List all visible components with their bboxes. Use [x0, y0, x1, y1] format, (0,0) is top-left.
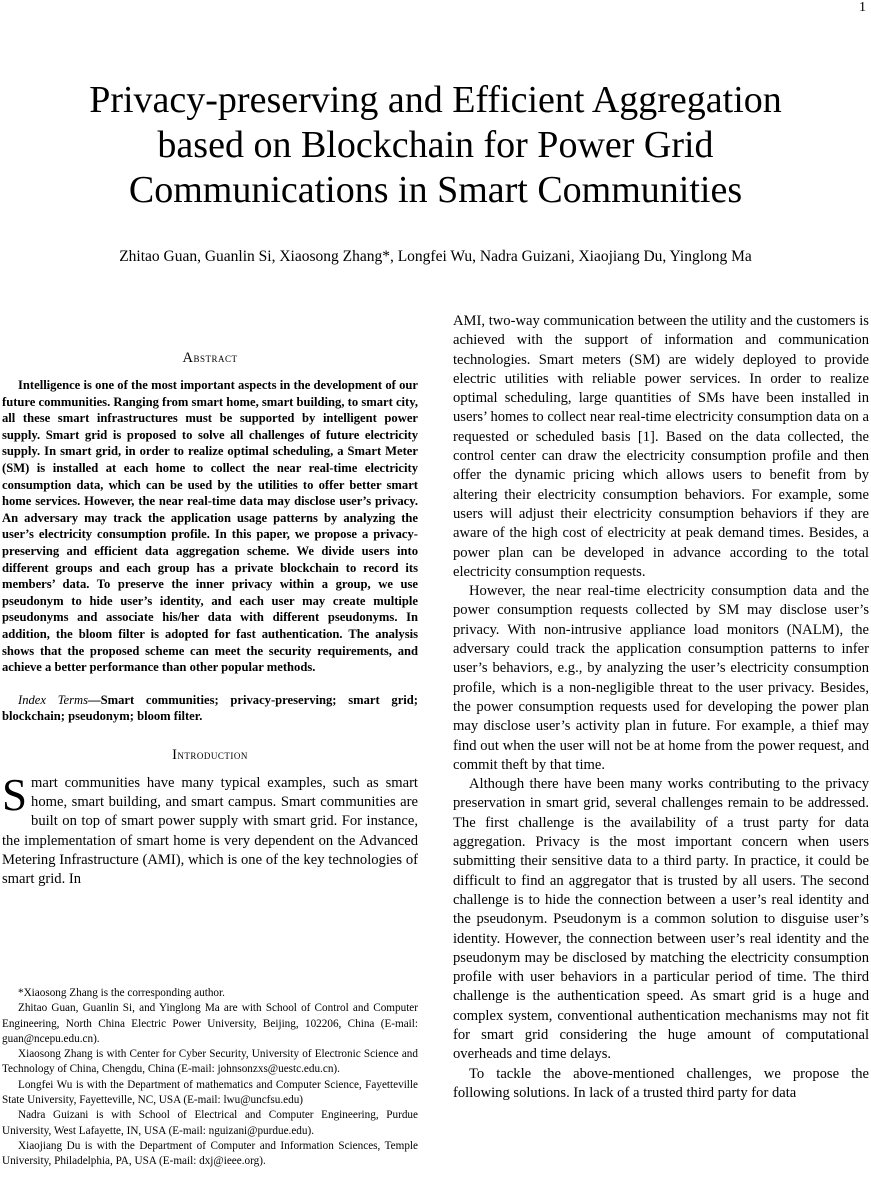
right-column: [453, 312, 869, 1103]
footnote: Nadra Guizani is with School of Electrical and Computer Engineering, Purdue University, West Lafayette, IN, USA (E-mail: nguizani@purdue.edu).: [2, 1109, 418, 1137]
footnote: Longfei Wu is with the Department of mathematics and Computer Science, Fayetteville State University, Fayetteville, NC, USA (E-mail: lwu@uncfsu.edu): [2, 1078, 418, 1107]
left-column: [2, 350, 418, 890]
introduction-heading: [2, 747, 418, 764]
title-line: Privacy-preserving and Efficient Aggregation: [89, 79, 782, 121]
body-paragraph: To tackle the above-mentioned challenges, we propose the following solutions. In lack of a trusted third party for data: [453, 1065, 869, 1101]
intro-paragraph-text: mart communities have many typical examples, such as smart home, smart building, and smart campus. Smart communities are built on top of smart power supply with smart grid. For instance, the implementation of smart home is very dependent on the Advanced Metering Infrastructure (AMI), which is one of the key technologies of smart grid. In: [2, 774, 418, 888]
abstract-heading: [2, 350, 418, 367]
title-line: Communications in Smart Communities: [128, 169, 743, 211]
index-terms-text: —Smart communities; privacy-preserving; smart grid; blockchain; pseudonym; bloom filter.: [2, 692, 418, 724]
footnote: Xiaosong Zhang is with Center for Cyber Security, University of Electronic Science and Technology of China, Chengdu, China (E-mail: johnsonzxs@uestc.edu.cn).: [2, 1048, 418, 1076]
abstract-text: Intelligence is one of the most important aspects in the development of our future communities. Ranging from smart home, smart building, to smart city, all these smart infrastructures must be supported by intelligent power supply. Smart grid is proposed to solve all challenges of future electricity supply. In smart grid, in order to realize optimal scheduling, a Smart Meter (SM) is installed at each home to collect the near real-time electricity consumption data, which can be used by the utilities to offer better smart home services. However, the near real-time data may disclose user’s privacy. An adversary may track the application usage patterns by analyzing the user’s electricity consumption profile. In this paper, we propose a privacy-preserving and efficient data aggregation scheme. We divide users into different groups and each group has a private blockchain to record its members’ data. To preserve the inner privacy within a group, we use pseudonym to hide user’s identity, and each user may create multiple pseudonyms and associate his/her data with different pseudonyms. In addition, the bloom filter is adopted for fast authentication. The analysis shows that the proposed scheme can meet the security requirements, and achieve a better performance than other popular methods.: [2, 378, 418, 675]
abstract-heading-rest: bstract: [193, 350, 238, 365]
page-number: 1: [859, 0, 866, 15]
footnote: Zhitao Guan, Guanlin Si, and Yinglong Ma are with School of Control and Computer Engineering, North China Electric Power University, Beijing, 102206, China (E-mail: guan@ncepu.edu.cn).: [2, 1002, 418, 1045]
paper-title: [0, 78, 871, 213]
introduction-heading-rest: ntroduction: [177, 746, 248, 762]
footnotes: [2, 986, 418, 1170]
author-list: Zhitao Guan, Guanlin Si, Xiaosong Zhang*, Longfei Wu, Nadra Guizani, Xiaojiang Du, Yinglong Ma: [119, 248, 752, 265]
index-terms: [2, 692, 418, 725]
body-paragraph: Although there have been many works contributing to the privacy preservation in smart grid, several challenges remain to be addressed. The first challenge is the availability of a trust party for data aggregation. Privacy is the most important concern when users submitting their sensitive data to a third party. In practice, it could be difficult to find an aggregator that is trusted by all users. The second challenge is to hide the connection between a user’s real identity and the pseudonym. Pseudonym is a common solution to disguise user’s identity. However, the connection between user’s real identity and the pseudonym may be disclosed by matching the electricity consumption profile with user behaviors in a particular period of time. The third challenge is the authentication speed. As smart grid is a huge and complex system, conventional authentication mechanisms may not fit for smart grid considering the huge amount of computational overheads and time delays.: [453, 776, 869, 1063]
footnote: Xiaojiang Du is with the Department of Computer and Information Sciences, Temple University, Philadelphia, PA, USA (E-mail: dxj@ieee.org).: [2, 1139, 418, 1168]
body-paragraph: AMI, two-way communication between the utility and the customers is achieved with the support of information and communication technologies. Smart meters (SM) are widely deployed to provide electric utilities with reliable power services. In order to realize optimal scheduling, large quantities of SMs have been installed in users’ homes to collect near real-time electricity consumption data on a requested or scheduled basis [1]. Based on the data collected, the control center can draw the electricity consumption profile and then offer the dynamic pricing which allows users to benefit from by altering their electricity consumption behaviors. For example, some users will adjust their electricity consumption behaviors if they are aware of the high cost of electricity at peak demand times. Besides, a power plan can be developed in advance according to the total electricity consumption requests.: [453, 313, 869, 580]
index-terms-lead: Index Terms: [18, 692, 89, 707]
introduction-heading-cap: I: [172, 746, 178, 763]
drop-cap: S: [2, 769, 28, 820]
title-line: based on Blockchain for Power Grid: [157, 124, 714, 166]
body-paragraph: However, the near real-time electricity consumption data and the power consumption requests collected by SM may disclose user’s privacy. With non-intrusive appliance load monitors (NALM), the adversary could track the application consumption patterns to infer user’s behaviors, e.g., by analyzing the user’s electricity consumption profile, which is a non-negligible threat to the user privacy. Besides, the power consumption requests used for developing the power plan may disclose user’s activity plan in future. For example, a thief may find out when the user will not be at home from the power request, and commit theft by that time.: [453, 583, 869, 773]
intro-paragraph: [2, 769, 418, 890]
abstract-heading-cap: A: [182, 350, 194, 366]
footnote: *Xiaosong Zhang is the corresponding author.: [18, 987, 225, 999]
